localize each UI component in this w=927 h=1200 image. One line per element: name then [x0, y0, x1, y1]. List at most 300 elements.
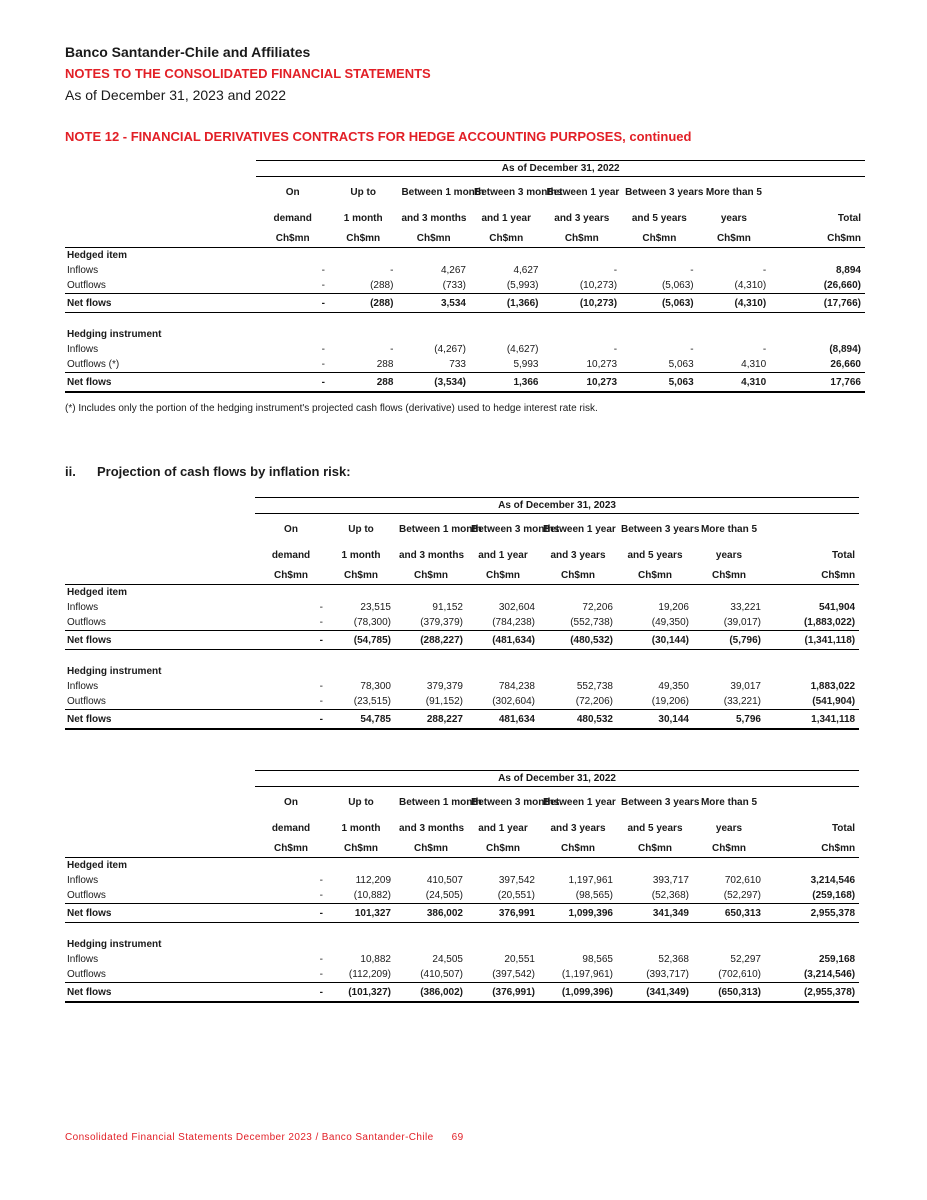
column-header: and 1 year — [478, 823, 528, 834]
column-header: 1 month — [343, 213, 383, 224]
value-cell: 3,534 — [397, 294, 470, 313]
net-flows-row — [65, 710, 859, 730]
header-row-mid — [65, 544, 859, 568]
column-header: years — [720, 213, 747, 224]
notes-heading: NOTES TO THE CONSOLIDATED FINANCIAL STATEMENTS — [65, 66, 431, 81]
empty-cell — [765, 585, 859, 601]
empty-cell — [470, 248, 543, 264]
value-cell: (733) — [442, 280, 466, 291]
value-cell: 24,505 — [432, 954, 463, 965]
column-header: Ch$mn — [395, 568, 467, 585]
section-label-row — [65, 248, 865, 264]
footnote: (*) Includes only the portion of the hedging instrument's projected cash flows (derivative) used to hedge interest rate risk. — [65, 403, 598, 414]
empty-cell — [621, 248, 698, 264]
header-spacer — [65, 841, 255, 858]
value-cell: 393,717 — [652, 875, 689, 886]
page-footer — [65, 1132, 464, 1143]
column-header: Ch$mn — [693, 568, 765, 585]
empty-cell — [470, 327, 543, 342]
value-cell: (1,366) — [470, 294, 543, 313]
value-cell: (52,368) — [651, 890, 689, 901]
column-header: and 5 years — [627, 823, 683, 834]
empty-cell — [698, 248, 771, 264]
value-cell: - — [390, 265, 394, 276]
spacer-row — [65, 923, 859, 938]
value-cell: 341,349 — [617, 904, 693, 923]
empty-cell — [256, 248, 329, 264]
row-label: Inflows — [67, 875, 99, 886]
value-cell: 101,327 — [327, 904, 395, 923]
column-header: Ch$mn — [467, 568, 539, 585]
empty-cell — [770, 248, 865, 264]
column-header: On — [285, 187, 300, 198]
column-header: and 1 year — [478, 550, 528, 561]
value-cell: 397,542 — [498, 875, 535, 886]
empty-cell — [327, 585, 395, 601]
value-cell: - — [319, 954, 323, 965]
value-cell: 288,227 — [395, 710, 467, 730]
value-cell: 379,379 — [426, 681, 463, 692]
header-row-top — [65, 177, 865, 208]
row-label: Net flows — [65, 904, 255, 923]
header-spacer — [65, 787, 255, 818]
column-header: years — [715, 823, 743, 834]
value-cell: - — [255, 983, 327, 1003]
column-header: and 5 years — [627, 550, 683, 561]
empty-cell — [255, 585, 327, 601]
value-cell: (54,785) — [327, 631, 395, 650]
header-row-mid — [65, 207, 865, 231]
table-caption: As of December 31, 2022 — [255, 771, 859, 787]
value-cell: 23,515 — [360, 602, 391, 613]
column-header: Ch$mn — [397, 231, 470, 248]
value-cell: 410,507 — [426, 875, 463, 886]
value-cell: (4,310) — [734, 280, 767, 291]
value-cell: 10,273 — [543, 373, 622, 393]
header-row-top — [65, 514, 859, 545]
row-label: Net flows — [65, 983, 255, 1003]
net-flows-row — [65, 904, 859, 923]
empty-cell — [617, 937, 693, 952]
value-cell: (5,993) — [506, 280, 539, 291]
column-header: Between 3 months — [471, 524, 560, 535]
empty-cell — [765, 937, 859, 952]
value-cell: 784,238 — [498, 681, 535, 692]
column-header: and 3 years — [550, 550, 606, 561]
value-cell: (650,313) — [693, 983, 765, 1003]
net-flows-row — [65, 631, 859, 650]
empty-cell — [329, 248, 398, 264]
column-header: Ch$mn — [765, 568, 859, 585]
value-cell: - — [255, 631, 327, 650]
value-cell: 17,766 — [770, 373, 865, 393]
section-label-row — [65, 664, 859, 679]
column-header: Ch$mn — [621, 231, 698, 248]
note-title: NOTE 12 - FINANCIAL DERIVATIVES CONTRACTS FOR HEDGE ACCOUNTING PURPOSES, continued — [65, 129, 692, 144]
column-header: Between 1 year — [546, 187, 620, 198]
column-header: On — [284, 797, 298, 808]
value-cell: (2,955,378) — [765, 983, 859, 1003]
empty-cell — [256, 327, 329, 342]
empty-cell — [693, 937, 765, 952]
value-cell: 288 — [376, 359, 394, 370]
column-header: Ch$mn — [543, 231, 622, 248]
value-cell: 33,221 — [730, 602, 761, 613]
column-header: Between 1 month — [401, 187, 485, 198]
value-cell: (17,766) — [770, 294, 865, 313]
value-cell: (30,144) — [617, 631, 693, 650]
header-row-top — [65, 787, 859, 818]
empty-cell — [395, 664, 467, 679]
value-cell: (288,227) — [395, 631, 467, 650]
net-flows-row — [65, 294, 865, 313]
value-cell: (386,002) — [395, 983, 467, 1003]
table-caption: As of December 31, 2023 — [255, 498, 859, 514]
value-cell: 4,627 — [513, 265, 539, 276]
row-label: Outflows (*) — [67, 359, 120, 370]
cash-flow-table — [65, 770, 859, 1003]
value-cell: (39,017) — [723, 617, 761, 628]
value-cell: - — [321, 344, 325, 355]
value-cell: (3,214,546) — [803, 969, 856, 980]
spacer-cell — [65, 650, 859, 665]
column-header: Up to — [350, 187, 376, 198]
table-row — [65, 967, 859, 983]
column-header: Ch$mn — [765, 841, 859, 858]
caption-row — [65, 161, 865, 177]
value-cell: - — [255, 710, 327, 730]
value-cell: 376,991 — [467, 904, 539, 923]
column-header: and 3 years — [550, 823, 606, 834]
empty-cell — [617, 664, 693, 679]
value-cell: 78,300 — [360, 681, 391, 692]
column-header: years — [715, 550, 743, 561]
column-header: Ch$mn — [329, 231, 398, 248]
column-header: Ch$mn — [470, 231, 543, 248]
value-cell: (1,099,396) — [539, 983, 617, 1003]
column-header: More than 5 — [705, 187, 762, 198]
empty-cell — [617, 585, 693, 601]
empty-cell — [693, 585, 765, 601]
row-label: Outflows — [67, 696, 106, 707]
value-cell: (33,221) — [723, 696, 761, 707]
value-cell: 4,310 — [698, 373, 771, 393]
value-cell: (397,542) — [492, 969, 535, 980]
column-header: and 3 months — [401, 213, 467, 224]
value-cell: (20,551) — [497, 890, 535, 901]
empty-cell — [770, 327, 865, 342]
empty-cell — [765, 664, 859, 679]
company-name: Banco Santander-Chile and Affiliates — [65, 44, 311, 60]
value-cell: (101,327) — [327, 983, 395, 1003]
value-cell: 52,368 — [658, 954, 689, 965]
value-cell: 2,955,378 — [765, 904, 859, 923]
value-cell: (702,610) — [718, 969, 761, 980]
value-cell: 1,197,961 — [568, 875, 613, 886]
empty-cell — [395, 858, 467, 874]
table-row — [65, 600, 859, 615]
section-label: Hedged item — [67, 250, 128, 261]
empty-cell — [467, 664, 539, 679]
value-cell: (72,206) — [575, 696, 613, 707]
empty-cell — [693, 664, 765, 679]
value-cell: (10,273) — [543, 294, 622, 313]
table-row — [65, 278, 865, 294]
header-row-unit — [65, 231, 865, 248]
value-cell: 1,341,118 — [765, 710, 859, 730]
empty-cell — [395, 585, 467, 601]
value-cell: (341,349) — [617, 983, 693, 1003]
value-cell: (23,515) — [353, 696, 391, 707]
value-cell: 112,209 — [355, 875, 391, 886]
value-cell: 20,551 — [504, 954, 535, 965]
spacer-cell — [65, 313, 865, 328]
footer-text: Consolidated Financial Statements December 2023 / Banco Santander-Chile — [65, 1132, 434, 1143]
value-cell: 541,904 — [818, 602, 856, 613]
empty-cell — [543, 327, 622, 342]
value-cell: (1,341,118) — [765, 631, 859, 650]
value-cell: (19,206) — [651, 696, 689, 707]
column-header: Total — [831, 550, 856, 561]
value-cell: 386,002 — [395, 904, 467, 923]
value-cell: 5,796 — [693, 710, 765, 730]
value-cell: (1,883,022) — [803, 617, 856, 628]
value-cell: 3,214,546 — [810, 875, 856, 886]
value-cell: (5,796) — [693, 631, 765, 650]
empty-cell — [327, 664, 395, 679]
section-label: Hedged item — [67, 860, 128, 871]
value-cell: (98,565) — [575, 890, 613, 901]
empty-cell — [539, 585, 617, 601]
value-cell: 552,738 — [576, 681, 613, 692]
value-cell: (376,991) — [467, 983, 539, 1003]
section-label-row — [65, 327, 865, 342]
caption-spacer — [65, 498, 255, 514]
value-cell: 733 — [449, 359, 466, 370]
value-cell: - — [321, 359, 325, 370]
empty-cell — [397, 248, 470, 264]
row-label: Outflows — [67, 280, 106, 291]
value-cell: - — [256, 373, 329, 393]
value-cell: (393,717) — [646, 969, 689, 980]
page-number: 69 — [451, 1132, 464, 1143]
column-header: Ch$mn — [255, 841, 327, 858]
empty-cell — [327, 858, 395, 874]
empty-cell — [467, 937, 539, 952]
column-header: Ch$mn — [698, 231, 771, 248]
header-spacer — [65, 544, 255, 568]
value-cell: (288) — [370, 280, 394, 291]
value-cell: - — [762, 265, 767, 276]
value-cell: 72,206 — [582, 602, 613, 613]
value-cell: 52,297 — [730, 954, 761, 965]
value-cell: 91,152 — [432, 602, 463, 613]
value-cell: (3,534) — [397, 373, 470, 393]
value-cell: 4,310 — [741, 359, 767, 370]
column-header: Between 1 year — [543, 524, 616, 535]
value-cell: - — [319, 617, 323, 628]
value-cell: (91,152) — [425, 696, 463, 707]
row-label: Outflows — [67, 617, 106, 628]
value-cell: - — [319, 602, 323, 613]
value-cell: - — [319, 696, 323, 707]
header-spacer — [65, 231, 256, 248]
value-cell: 19,206 — [658, 602, 689, 613]
empty-cell — [698, 327, 771, 342]
empty-cell — [395, 937, 467, 952]
value-cell: 481,634 — [467, 710, 539, 730]
column-header: and 5 years — [631, 213, 687, 224]
value-cell: - — [321, 280, 325, 291]
value-cell: 302,604 — [498, 602, 535, 613]
section-title-text: Projection of cash flows by inflation risk: — [97, 464, 351, 479]
value-cell: 4,267 — [440, 265, 466, 276]
value-cell: (5,063) — [661, 280, 694, 291]
empty-cell — [255, 937, 327, 952]
value-cell: 288 — [329, 373, 398, 393]
column-header: Up to — [348, 797, 374, 808]
column-header: and 3 months — [399, 823, 465, 834]
empty-cell — [329, 327, 398, 342]
table-caption: As of December 31, 2022 — [256, 161, 865, 177]
spacer-cell — [65, 923, 859, 938]
row-label: Outflows — [67, 890, 106, 901]
caption-spacer — [65, 161, 256, 177]
caption-spacer — [65, 771, 255, 787]
value-cell: (480,532) — [539, 631, 617, 650]
row-label: Net flows — [65, 294, 256, 313]
column-header: demand — [273, 213, 312, 224]
value-cell: (481,634) — [467, 631, 539, 650]
value-cell: (10,273) — [579, 280, 618, 291]
column-header: Ch$mn — [539, 568, 617, 585]
table-row — [65, 679, 859, 694]
column-header: and 3 months — [399, 550, 465, 561]
value-cell: (24,505) — [425, 890, 463, 901]
column-header: Ch$mn — [467, 841, 539, 858]
value-cell: (4,627) — [506, 344, 539, 355]
column-header: Ch$mn — [256, 231, 329, 248]
column-header: Between 3 months — [471, 797, 560, 808]
value-cell: (410,507) — [420, 969, 463, 980]
empty-cell — [693, 858, 765, 874]
value-cell: 650,313 — [693, 904, 765, 923]
column-header: Ch$mn — [255, 568, 327, 585]
value-cell: 39,017 — [730, 681, 761, 692]
column-header — [770, 177, 865, 208]
value-cell: - — [613, 265, 618, 276]
section-label: Hedging instrument — [67, 666, 162, 677]
table-row — [65, 263, 865, 278]
header-row-unit — [65, 568, 859, 585]
section-title — [65, 464, 351, 479]
value-cell: (52,297) — [723, 890, 761, 901]
empty-cell — [621, 327, 698, 342]
empty-cell — [539, 858, 617, 874]
header-spacer — [65, 568, 255, 585]
value-cell: 26,660 — [830, 359, 861, 370]
caption-row — [65, 498, 859, 514]
section-number: ii. — [65, 464, 76, 479]
value-cell: - — [613, 344, 618, 355]
header-spacer — [65, 177, 256, 208]
value-cell: 702,610 — [724, 875, 761, 886]
column-header: demand — [271, 823, 311, 834]
empty-cell — [255, 664, 327, 679]
column-header: 1 month — [341, 550, 381, 561]
column-header: Ch$mn — [770, 231, 865, 248]
column-header: Between 3 months — [473, 187, 563, 198]
column-header: Total — [837, 213, 861, 224]
column-header: Ch$mn — [395, 841, 467, 858]
value-cell: (10,882) — [353, 890, 391, 901]
value-cell: 259,168 — [818, 954, 856, 965]
caption-row — [65, 771, 859, 787]
value-cell: - — [762, 344, 767, 355]
column-header: Up to — [348, 524, 374, 535]
value-cell: (302,604) — [492, 696, 535, 707]
value-cell: (379,379) — [420, 617, 463, 628]
value-cell: (541,904) — [812, 696, 856, 707]
empty-cell — [467, 585, 539, 601]
column-header: Ch$mn — [693, 841, 765, 858]
value-cell: (288) — [329, 294, 398, 313]
value-cell: (784,238) — [492, 617, 535, 628]
column-header: More than 5 — [700, 524, 758, 535]
column-header: Between 1 month — [399, 524, 482, 535]
value-cell: 8,894 — [835, 265, 861, 276]
value-cell: - — [321, 265, 325, 276]
empty-cell — [397, 327, 470, 342]
value-cell: 98,565 — [582, 954, 613, 965]
row-label: Inflows — [67, 344, 99, 355]
section-label: Hedged item — [67, 587, 128, 598]
table-row — [65, 357, 865, 373]
column-header — [765, 787, 859, 818]
row-label: Outflows — [67, 969, 106, 980]
column-header: Between 3 years — [621, 797, 700, 808]
header-spacer — [65, 817, 255, 841]
cash-flow-table — [65, 497, 859, 730]
value-cell: 49,350 — [658, 681, 689, 692]
value-cell: - — [319, 875, 323, 886]
empty-cell — [327, 937, 395, 952]
column-header: On — [284, 524, 298, 535]
value-cell: - — [690, 265, 694, 276]
value-cell: (552,738) — [570, 617, 613, 628]
column-header: Between 3 years — [625, 187, 704, 198]
value-cell: - — [319, 890, 323, 901]
column-header: Between 3 years — [621, 524, 700, 535]
column-header — [765, 514, 859, 545]
column-header: and 1 year — [481, 213, 531, 224]
value-cell: - — [319, 681, 323, 692]
value-cell: 5,063 — [621, 373, 698, 393]
value-cell: (1,197,961) — [561, 969, 613, 980]
value-cell: (259,168) — [812, 890, 856, 901]
value-cell: (49,350) — [651, 617, 689, 628]
value-cell: - — [690, 344, 694, 355]
net-flows-row — [65, 983, 859, 1003]
column-header: More than 5 — [700, 797, 758, 808]
value-cell: (78,300) — [353, 617, 391, 628]
column-header: and 3 years — [554, 213, 610, 224]
value-cell: (4,267) — [434, 344, 466, 355]
section-label: Hedging instrument — [67, 939, 162, 950]
value-cell: (4,310) — [698, 294, 771, 313]
spacer-row — [65, 650, 859, 665]
empty-cell — [255, 858, 327, 874]
